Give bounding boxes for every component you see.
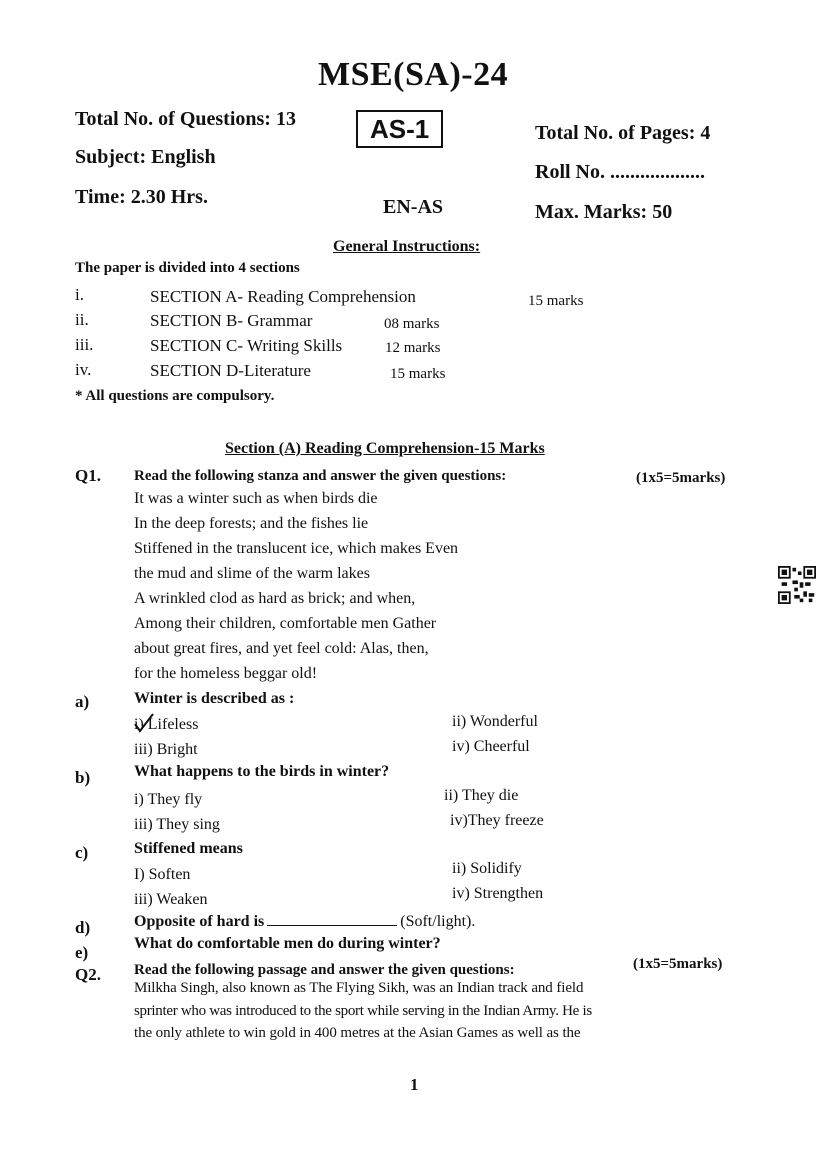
paper-code-box: AS-1 (356, 110, 443, 148)
option: iv) Strengthen (452, 885, 544, 902)
time: Time: 2.30 Hrs. (75, 186, 208, 208)
option: ii) Wonderful (452, 713, 538, 730)
option: iii) Weaken (134, 891, 208, 908)
option: ii) Solidify (452, 860, 522, 877)
total-questions: Total No. of Questions: 13 (75, 108, 296, 130)
subquestion-label: b) (75, 768, 91, 787)
answer-blank (267, 925, 397, 926)
option: I) Soften (134, 866, 191, 883)
passage-line: sprinter who was introduced to the sport while serving in the Indian Army. He is (134, 1003, 592, 1019)
subquestion-text: Stiffened means (134, 840, 243, 857)
instructions-heading: General Instructions: (333, 238, 481, 255)
passage-line: the only athlete to win gold in 400 metres at the Asian Games as well as the (134, 1025, 581, 1041)
section-num: iii. (75, 335, 94, 354)
stanza-line: Stiffened in the translucent ice, which makes Even (134, 540, 459, 557)
subquestion-text: Opposite of hard is (134, 913, 265, 930)
q1-prompt: Read the following stanza and answer the given questions: (134, 468, 507, 484)
subquestion-hint: (Soft/light). (400, 913, 476, 930)
stanza-line: about great fires, and yet feel cold: Alas, then, (134, 640, 429, 657)
stanza-line: the mud and slime of the warm lakes (134, 565, 370, 582)
q1-marks: (1x5=5marks) (636, 470, 726, 486)
passage-line: Milkha Singh, also known as The Flying Sikh, was an Indian track and field (134, 980, 584, 996)
q2-prompt: Read the following passage and answer the given questions: (134, 962, 515, 978)
stanza-line: for the homeless beggar old! (134, 665, 318, 682)
section-num: ii. (75, 310, 89, 329)
section-marks: 08 marks (384, 316, 440, 332)
section-marks: 15 marks (528, 293, 584, 309)
option: iii) Bright (134, 741, 198, 758)
stanza-line: It was a winter such as when birds die (134, 490, 378, 507)
section-num: iv. (75, 360, 92, 379)
q2-marks: (1x5=5marks) (633, 956, 723, 972)
max-marks: Max. Marks: 50 (535, 201, 673, 223)
subquestion-label: c) (75, 843, 89, 862)
option: i) Lifeless (134, 716, 199, 733)
option: iv) Cheerful (452, 738, 530, 755)
section-name: SECTION B- Grammar (150, 311, 313, 330)
subquestion-text: Winter is described as : (134, 690, 295, 707)
option: ii) They die (444, 787, 519, 804)
exam-code: MSE(SA)-24 (318, 56, 509, 93)
option: i) They fly (134, 791, 203, 808)
subquestion-label: a) (75, 692, 90, 711)
section-name: SECTION C- Writing Skills (150, 336, 343, 355)
option: iii) They sing (134, 816, 220, 833)
stanza-line: A wrinkled clod as hard as brick; and when, (134, 590, 416, 607)
subquestion-label: d) (75, 918, 91, 937)
section-a-heading: Section (A) Reading Comprehension-15 Marks (225, 440, 545, 457)
section-marks: 15 marks (390, 366, 446, 382)
subquestion-text: What do comfortable men do during winter? (134, 935, 441, 952)
subquestion-label: e) (75, 943, 89, 962)
section-name: SECTION D-Literature (150, 361, 311, 380)
roll-no: Roll No. ................... (535, 161, 705, 183)
q1-number: Q1. (75, 466, 101, 485)
subquestion-text: What happens to the birds in winter? (134, 763, 390, 780)
instructions-intro: The paper is divided into 4 sections (75, 260, 300, 276)
section-marks: 12 marks (385, 340, 441, 356)
subject: Subject: English (75, 146, 216, 168)
section-num: i. (75, 285, 84, 304)
stanza-line: In the deep forests; and the fishes lie (134, 515, 369, 532)
stanza-line: Among their children, comfortable men Gather (134, 615, 437, 632)
instructions-note: * All questions are compulsory. (75, 388, 275, 404)
option: iv)They freeze (450, 812, 544, 829)
page-number: 1 (410, 1075, 419, 1094)
subject-code: EN-AS (383, 196, 444, 218)
q2-number: Q2. (75, 965, 101, 984)
qr-code-icon (778, 566, 816, 604)
total-pages: Total No. of Pages: 4 (535, 122, 711, 144)
section-name: SECTION A- Reading Comprehension (150, 287, 416, 306)
subquestion-d-line (134, 913, 475, 931)
